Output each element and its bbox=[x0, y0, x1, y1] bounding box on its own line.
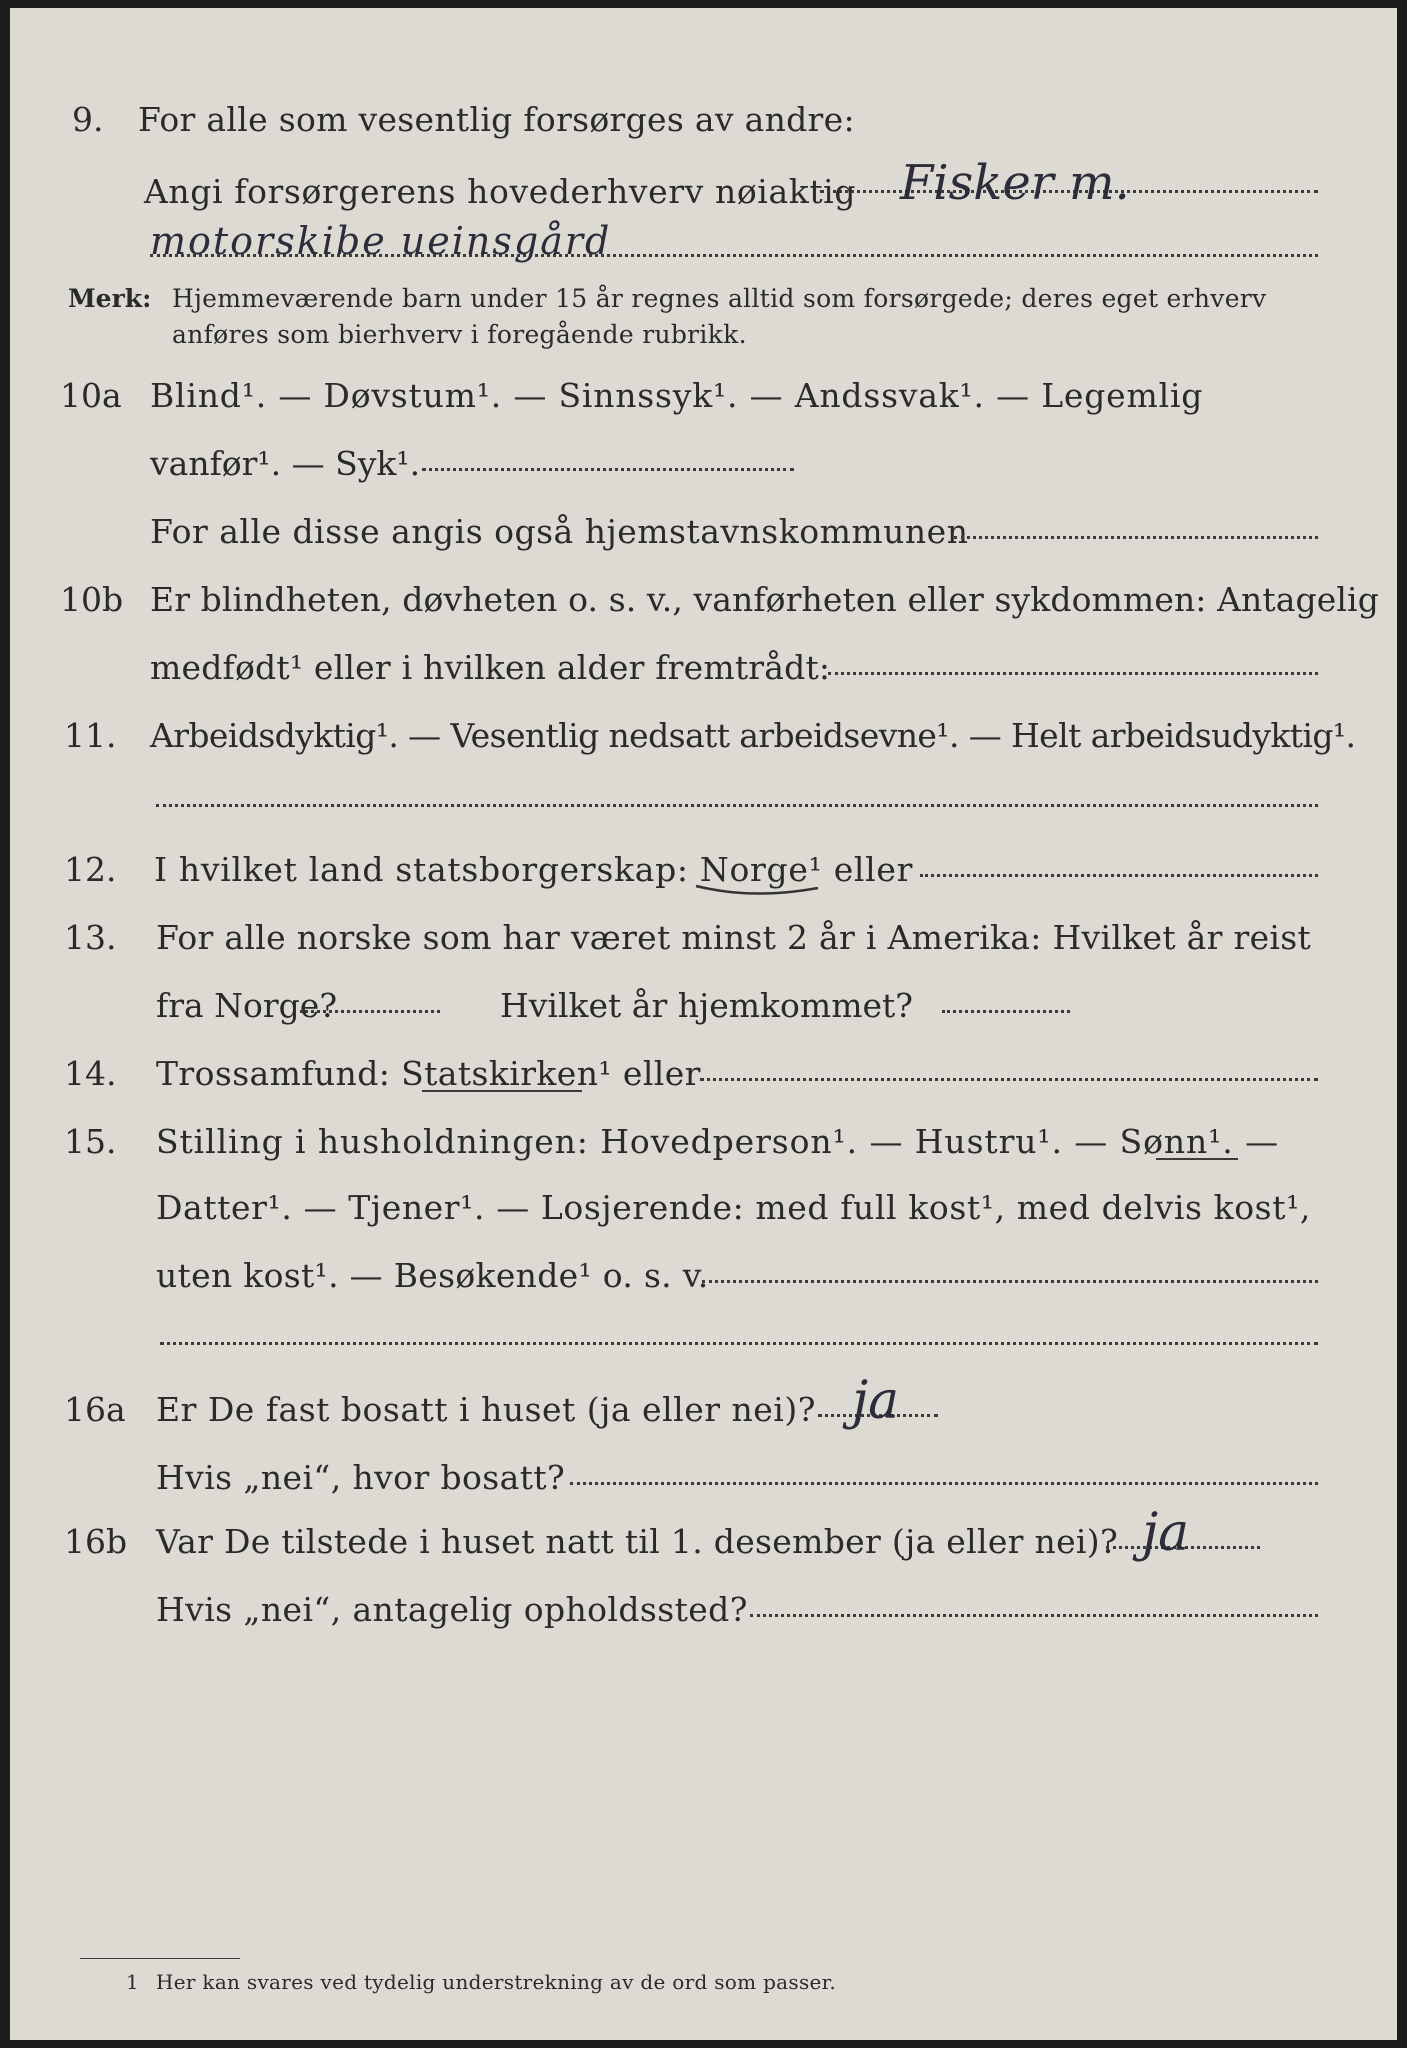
q16b-number: 16b bbox=[64, 1522, 128, 1561]
q15-line1: Stilling i husholdningen: Hovedperson¹. — Hustru¹. — Sønn¹. — bbox=[156, 1122, 1279, 1161]
q10b-answer-line bbox=[828, 672, 1318, 675]
q16a-number: 16a bbox=[64, 1390, 126, 1429]
q10a-line2: vanfør¹. — Syk¹. bbox=[150, 444, 421, 483]
q13-return-year-line bbox=[942, 1010, 1070, 1013]
q11-number: 11. bbox=[64, 716, 117, 755]
q16a-residence-line bbox=[570, 1482, 1318, 1485]
footnote-marker: 1 bbox=[126, 1970, 139, 1994]
q16b-whereabouts-line bbox=[750, 1614, 1318, 1617]
q16b-line1: Var De tilstede i huset natt til 1. desember (ja eller nei)? bbox=[156, 1522, 1118, 1561]
q15-answer-line bbox=[702, 1280, 1318, 1283]
q10a-answer-line bbox=[422, 468, 794, 471]
q10b-line2: medfødt¹ eller i hvilken alder fremtrådt: bbox=[150, 648, 831, 687]
q12-norge-underline-mark bbox=[692, 880, 822, 900]
merk-line1: Hjemmeværende barn under 15 år regnes alltid som forsørgede; deres eget erhverv bbox=[172, 284, 1267, 313]
q13-line2a: fra Norge? bbox=[156, 986, 338, 1025]
q11-line1: Arbeidsdyktig¹. — Vesentlig nedsatt arbeidsevne¹. — Helt arbeidsudyktig¹. bbox=[150, 716, 1356, 755]
q12-answer-line bbox=[920, 874, 1318, 877]
footnote-text: Her kan svares ved tydelig understrekning av de ord som passer. bbox=[156, 1970, 836, 1994]
q12-line1: I hvilket land statsborgerskap: Norge¹ eller bbox=[154, 850, 914, 889]
q11-answer-line bbox=[156, 804, 1318, 807]
q15-extra-line bbox=[160, 1342, 1318, 1345]
q9-line2: Angi forsørgerens hovederhverv nøiaktig bbox=[144, 172, 857, 211]
q16a-handwritten-answer: ja bbox=[852, 1371, 900, 1431]
q10a-line3: For alle disse angis også hjemstavnskommunen bbox=[150, 512, 969, 551]
q10a-number: 10a bbox=[60, 376, 122, 415]
q10a-hometown-line bbox=[954, 536, 1318, 539]
q9-line1: For alle som vesentlig forsørges av andre: bbox=[138, 100, 855, 139]
q15-line3: uten kost¹. — Besøkende¹ o. s. v. bbox=[156, 1256, 709, 1295]
q16a-line1: Er De fast bosatt i huset (ja eller nei)? bbox=[156, 1390, 816, 1429]
q16a-line2: Hvis „nei“, hvor bosatt? bbox=[156, 1458, 566, 1497]
merk-line2: anføres som bierhverv i foregående rubrikk. bbox=[172, 320, 747, 349]
q10b-line1: Er blindheten, døvheten o. s. v., vanførheten eller sykdommen: Antagelig bbox=[150, 580, 1379, 619]
q15-line2: Datter¹. — Tjener¹. — Losjerende: med full kost¹, med delvis kost¹, bbox=[156, 1188, 1311, 1227]
q15-sonn-underline bbox=[1156, 1158, 1238, 1160]
q16b-line2: Hvis „nei“, antagelig opholdssted? bbox=[156, 1590, 748, 1629]
q10a-line1: Blind¹. — Døvstum¹. — Sinnssyk¹. — Andssvak¹. — Legemlig bbox=[150, 376, 1204, 415]
q15-number: 15. bbox=[64, 1122, 117, 1161]
q13-number: 13. bbox=[64, 918, 117, 957]
q14-answer-line bbox=[700, 1078, 1318, 1081]
census-form-page bbox=[10, 8, 1397, 2040]
q9-handwritten-answer-2: motorskibe ueinsgård bbox=[150, 219, 612, 263]
q13-line2b: Hvilket år hjemkommet? bbox=[500, 986, 913, 1025]
q9-handwritten-answer-1: Fisker m. bbox=[900, 155, 1130, 211]
q14-number: 14. bbox=[64, 1054, 117, 1093]
q13-departure-year-line bbox=[300, 1010, 440, 1013]
q14-line1: Trossamfund: Statskirken¹ eller bbox=[156, 1054, 701, 1093]
q12-number: 12. bbox=[64, 850, 117, 889]
footnote-rule bbox=[80, 1958, 240, 1959]
q9-number: 9. bbox=[72, 100, 104, 139]
q16b-handwritten-answer: ja bbox=[1142, 1503, 1190, 1563]
q10b-number: 10b bbox=[60, 580, 124, 619]
q13-line1: For alle norske som har været minst 2 år i Amerika: Hvilket år reist bbox=[156, 918, 1312, 957]
q14-statskirken-underline bbox=[422, 1090, 582, 1092]
merk-label: Merk: bbox=[68, 284, 152, 313]
